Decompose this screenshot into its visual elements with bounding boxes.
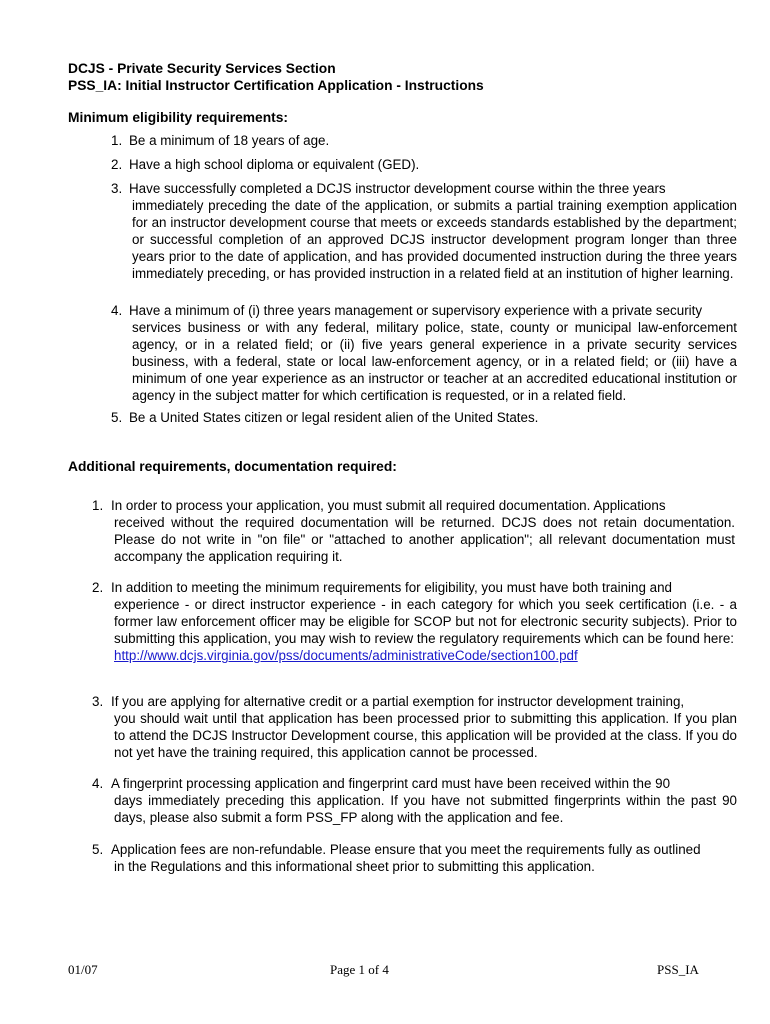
additional-item: 1. In order to process your application, you must submit all required documentation. Applications received without the required documentation will be returned. DCJS does not retain documentation. Please do not write in "on file" or "attached to another application"; all relevant documentation must accompany the application requiring it. bbox=[92, 498, 735, 564]
document-title-form: PSS_IA: Initial Instructor Certification Application - Instructions bbox=[68, 78, 484, 93]
footer-date: 01/07 bbox=[68, 962, 98, 977]
eligibility-item: 4. Have a minimum of (i) three years management or supervisory experience with a private security services business or with any federal, military police, state, county or municipal law-enforcement agency, or in a related field; or (ii) five years general experience in a private security services business, with a federal, state or local law-enforcement agency, or in a related field; or (iii) have a minimum of one year experience as an instructor or teacher at an accredited educational institution or agency in the subject matter for which certification is requested, or in a related field. bbox=[111, 303, 737, 403]
footer-form-id: PSS_IA bbox=[657, 962, 699, 977]
additional-item: 5. Application fees are non-refundable. Please ensure that you meet the requirements fully as outlined in the Regulations and this informational sheet prior to submitting this application. bbox=[92, 842, 701, 874]
eligibility-item: 5. Be a United States citizen or legal resident alien of the United States. bbox=[111, 410, 539, 425]
additional-heading: Additional requirements, documentation required: bbox=[68, 459, 397, 474]
footer-page-number: Page 1 of 4 bbox=[330, 962, 389, 977]
document-title-agency: DCJS - Private Security Services Section bbox=[68, 61, 336, 76]
eligibility-item: 3. Have successfully completed a DCJS instructor development course within the three years immediately preceding the date of the application, or submits a partial training exemption application for an instructor development course that meets or exceeds standards established by the department; or successful completion of an approved DCJS instructor development program longer than three years prior to the date of application, and has provided documented instruction during the three years immediately preceding, or has provided instruction in a related field at an institution of higher learning. bbox=[111, 181, 737, 281]
eligibility-item: 1. Be a minimum of 18 years of age. bbox=[111, 133, 330, 148]
additional-item: 2. In addition to meeting the minimum requirements for eligibility, you must have both training and experience - or direct instructor experience - in each category for which you seek certification (i.e. - a former law enforcement officer may be eligible for SCOP but not for electronic security subjects). Prior to submitting this application, you may wish to review the regulatory requirements which can be found here: http://www.dcjs.virginia.gov/pss/documents/administrativeCode/section100.pdf bbox=[92, 580, 737, 663]
regulations-link[interactable]: http://www.dcjs.virginia.gov/pss/documents/administrativeCode/section100.pdf bbox=[114, 648, 578, 663]
additional-item: 3. If you are applying for alternative credit or a partial exemption for instructor development training, you should wait until that application has been processed prior to submitting this application. If you plan to attend the DCJS Instructor Development course, this application will be provided at the class. If you do not yet have the training required, this application cannot be processed. bbox=[92, 694, 737, 760]
eligibility-heading: Minimum eligibility requirements: bbox=[68, 110, 289, 125]
eligibility-item: 2. Have a high school diploma or equivalent (GED). bbox=[111, 157, 420, 172]
additional-item: 4. A fingerprint processing application and fingerprint card must have been received within the 90 days immediately preceding this application. If you have not submitted fingerprints within the past 90 days, please also submit a form PSS_FP along with the application and fee. bbox=[92, 776, 737, 825]
